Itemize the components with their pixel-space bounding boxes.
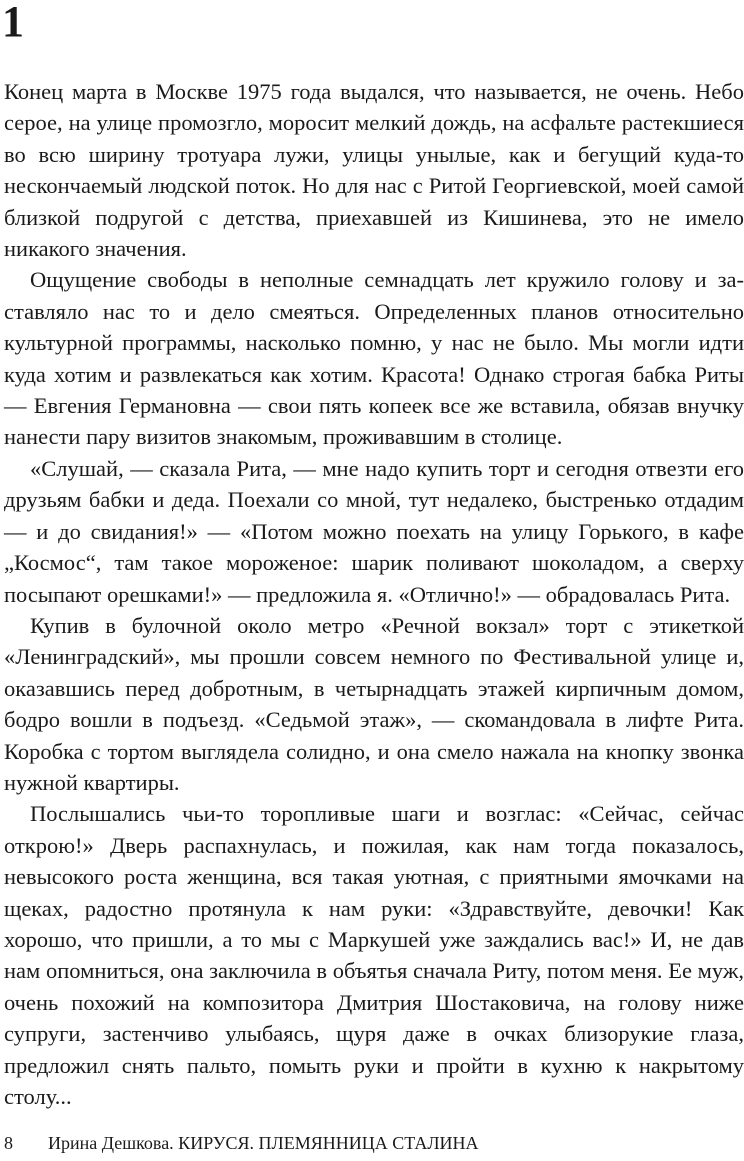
running-head: Ирина Дешкова. КИРУСЯ. ПЛЕМЯННИЦА СТАЛИНА [48, 1133, 479, 1153]
chapter-text [4, 76, 744, 1112]
paragraph-1: Конец марта в Москве 1975 года выдался, что называется, не очень. Небо серое, на улице промозгло, моросит мелкий дождь, на асфальте растекшиеся во всю ширину тротуара лужи, улицы унылые, как и бегущий куда-то нескончаемый людской поток. Но для нас с Ритой Георгиевской, моей самой близкой подругой с детства, приехавшей из Кишинева, это не имело никакого значения. [4, 79, 744, 262]
paragraph-2: Ощущение свободы в неполные семнадцать лет кружило голову и заставляло нас то и дело смеяться. Определенных планов относительно культурной программы, насколько помню, у нас не было. Мы могли идти куда хотим и развлекаться как хотим. Красота! Однако строгая бабка Риты — Евгения Германовна — свои пять копеек все же вставила, обязав внучку нанести пару визитов знакомым, проживавшим в столице. [4, 267, 744, 450]
page-footer [4, 1131, 479, 1155]
page-number: 8 [4, 1133, 13, 1153]
paragraph-4: Купив в булочной около метро «Речной вокзал» торт с этикеткой «Ленинградский», мы прошли совсем немного по Фестивальной улице и, оказавшись перед добротным, в четырнадцать этажей кирпичным домом, бодро вошли в подъезд. «Седьмой этаж», — скомандовала в лифте Рита. Коробка с тортом выглядела солидно, и она смело нажала на кнопку звонка нужной квартиры. [4, 612, 744, 795]
paragraph-5: Послышались чьи-то торопливые шаги и возглас: «Сейчас, сейчас открою!» Дверь распахнулась, и пожилая, как нам тогда показалось, невысокого роста женщина, вся такая уютная, с приятными ямочками на щеках, радостно протянула к нам руки: «Здравствуйте, девочки! Как хорошо, что пришли, а то мы с Маркушей уже заждались вас!» И, не дав нам опомниться, она заключила в объятья сначала Риту, потом меня. Ее муж, очень похожий на композитора Дмитрия Шостаковича, на голову ниже супруги, застенчиво улыбаясь, щуря даже в очках близорукие глаза, предложил снять пальто, помыть руки и пройти в кухню к накрытому столу... [4, 801, 744, 1109]
paragraph-3: «Слушай, — сказала Рита, — мне надо купить торт и сегодня отвезти его друзьям бабки и деда. Поехали со мной, тут недалеко, быстренько отдадим — и до свидания!» — «Потом можно поехать на улицу Горького, в кафе „Космос“, там такое мороженое: шарик поливают шоколадом, а сверху посыпают орешками!» — предложила я. «Отлично!» — обрадовалась Рита. [4, 455, 744, 607]
chapter-number: 1 [2, 0, 24, 46]
